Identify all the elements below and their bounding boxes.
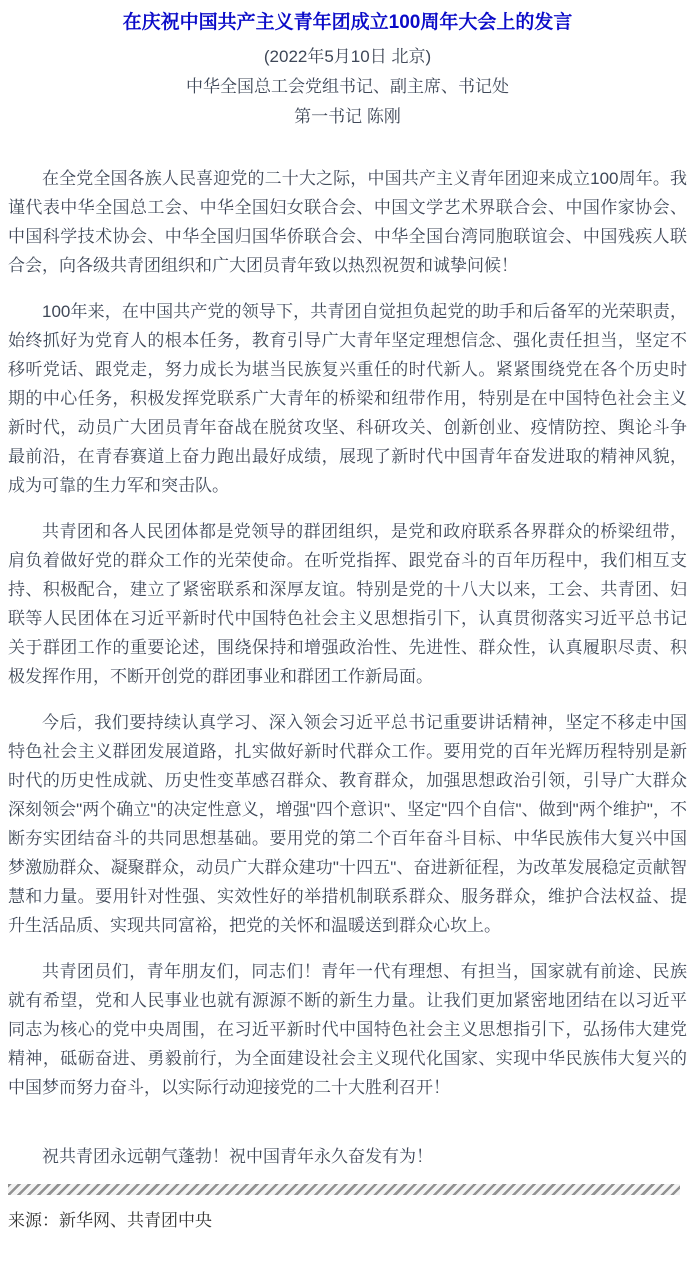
article-title: 在庆祝中国共产主义青年团成立100周年大会上的发言 (122, 12, 573, 33)
article-closing-line: 祝共青团永远朝气蓬勃！祝中国青年永久奋发有为！ (42, 1147, 433, 1166)
article-paragraph-2: 100年来，在中国共产党的领导下，共青团自觉担负起党的助手和后备军的光荣职责，始终抓好为党育人的根本任务，教育引导广大青年坚定理想信念、强化责任担当，坚定不移听党话、跟党走，努力成长为堪当民族复兴重任的时代新人。紧紧围绕党在各个历史时期的中心任务，积极发挥党联系广大青年的桥梁和纽带作用，特别是在中国特色社会主义新时代，动员广大团员青年奋战在脱贫攻坚、科研攻关、创新创业、疫情防控、舆论斗争最前沿，在青春赛道上奋力跑出最好成绩，展现了新时代中国青年奋发进取的精神风貌，成为可靠的生力军和突击队。 (8, 302, 687, 495)
hatched-divider (8, 1184, 680, 1195)
article-paragraph-4: 今后，我们要持续认真学习、深入领会习近平总书记重要讲话精神，坚定不移走中国特色社会主义群团发展道路，扎实做好新时代群众工作。要用党的百年光辉历程特别是新时代的历史性成就、历史性变革感召群众、教育群众，加强思想政治引领，引导广大群众深刻领会"两个确立"的决定性意义，增强"四个意识"、坚定"四个自信"、做到"两个维护"，不断夯实团结奋斗的共同思想基础。要用党的第二个百年奋斗目标、中华民族伟大复兴中国梦激励群众、凝聚群众，动员广大群众建功"十四五"、奋进新征程，为改革发展稳定贡献智慧和力量。要用针对性强、实效性好的举措机制联系群众、服务群众，维护合法权益、提升生活品质、实现共同富裕，把党的关怀和温暖送到群众心坎上。 (8, 713, 687, 935)
article-author-org-line: 中华全国总工会党组书记、副主席、书记处 (186, 77, 509, 96)
article-paragraph-5: 共青团员们，青年朋友们，同志们！青年一代有理想、有担当，国家就有前途、民族就有希望，党和人民事业也就有源源不断的新生力量。让我们更加紧密地团结在以习近平同志为核心的党中央周围，在习近平新时代中国特色社会主义思想指引下，弘扬伟大建党精神，砥砺奋进、勇毅前行，为全面建设社会主义现代化国家、实现中华民族伟大复兴的中国梦而努力奋斗，以实际行动迎接党的二十大胜利召开！ (8, 962, 687, 1097)
article-date-line: (2022年5月10日 北京) (263, 47, 432, 66)
article-body (8, 164, 687, 1171)
article-paragraph-3: 共青团和各人民团体都是党领导的群团组织，是党和政府联系各界群众的桥梁纽带，肩负着做好党的群众工作的光荣使命。在听党指挥、跟党奋斗的百年历程中，我们相互支持、积极配合，建立了紧密联系和深厚友谊。特别是党的十八大以来，工会、共青团、妇联等人民团体在习近平新时代中国特色社会主义思想指引下，认真贯彻落实习近平总书记关于群团工作的重要论述，围绕保持和增强政治性、先进性、群众性，认真履职尽责、积极发挥作用，不断开创党的群团事业和群团工作新局面。 (8, 522, 687, 686)
article-paragraph-1: 在全党全国各族人民喜迎党的二十大之际，中国共产主义青年团迎来成立100周年。我谨代表中华全国总工会、中华全国妇女联合会、中国文学艺术界联合会、中国作家协会、中国科学技术协会、中华全国归国华侨联合会、中华全国台湾同胞联谊会、中国残疾人联合会，向各级共青团组织和广大团员青年致以热烈祝贺和诚挚问候！ (8, 169, 687, 275)
article-author-name-line: 第一书记 陈刚 (294, 107, 401, 126)
source-line: 来源：新华网、共青团中央 (8, 1211, 212, 1230)
